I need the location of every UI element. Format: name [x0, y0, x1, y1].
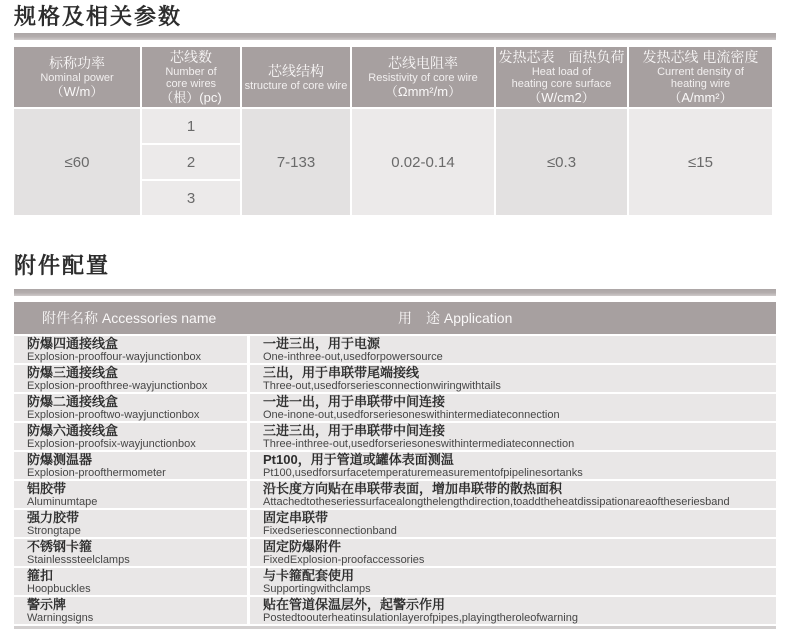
- accessory-app-zh: 一进一出，用于串联带中间连接: [263, 394, 446, 409]
- accessory-row-four-way-box: [14, 336, 776, 363]
- value-core-count-1: 1: [142, 109, 240, 143]
- col-header-core-count: [142, 47, 240, 107]
- accessory-name-zh: 警示牌: [27, 597, 67, 612]
- accessories-table-body: [14, 336, 776, 624]
- col-header-zh: 芯线结构: [268, 62, 324, 79]
- accessory-name-cell: [14, 481, 247, 508]
- accessory-row-two-way-box: [14, 394, 776, 421]
- spec-divider-bar: [14, 33, 776, 40]
- accessories-name-header: 附件名称 Accessories name: [42, 310, 217, 326]
- accessory-name-zh: 不锈钢卡箍: [27, 539, 93, 554]
- col-header-en: Nominal power: [40, 71, 114, 84]
- value-heat-load: ≤0.3: [496, 109, 627, 215]
- col-header-en: Current density of: [657, 65, 744, 78]
- accessory-row-three-way-box: [14, 365, 776, 392]
- spec-sheet-page: [0, 4, 790, 624]
- accessory-name-en: Hoopbuckles: [27, 583, 91, 595]
- accessory-name-zh: 箍扣: [27, 568, 54, 583]
- col-header-en: heating wire: [670, 77, 731, 90]
- col-header-unit: （W/cm2）: [528, 89, 595, 105]
- accessory-row-hoop-buckles: [14, 568, 776, 595]
- accessory-app-en: Pt100,usedforsurfacetemperaturemeasurementofpipelinesortanks: [263, 467, 583, 479]
- col-header-zh: 芯线数: [170, 48, 212, 65]
- value-core-count-2: 2: [142, 145, 240, 179]
- col-header-unit: （W/m）: [50, 83, 104, 99]
- accessory-row-six-way-box: [14, 423, 776, 450]
- accessory-name-en: Explosion-prooftwo-wayjunctionbox: [27, 409, 200, 421]
- accessory-application-cell: [250, 365, 776, 392]
- col-header-heat-load: [496, 47, 627, 107]
- accessory-name-en: Explosion-proofsix-wayjunctionbox: [27, 438, 196, 450]
- accessory-app-en: Attachedtotheseriessurfacealongthelengthdirection,toaddtheheatdissipationareaoftheseriesband: [263, 496, 730, 508]
- col-header-zh: 发热芯线 电流密度: [642, 48, 759, 65]
- accessory-name-en: Strongtape: [27, 525, 81, 537]
- col-header-unit: （Ωmm²/m）: [384, 83, 462, 99]
- accessory-name-zh: 强力胶带: [27, 510, 80, 525]
- accessories-divider-bar: [14, 289, 776, 296]
- accessories-table-header: [14, 302, 776, 334]
- value-core-count-3: 3: [142, 181, 240, 215]
- accessory-app-en: Three-inthree-out,usedforseriesoneswithintermediateconnection: [263, 438, 575, 450]
- accessory-app-zh: 固定串联带: [263, 510, 329, 525]
- accessory-app-en: Postedtoouterheatinsulationlayerofpipes,playingtheroleofwarning: [263, 612, 578, 624]
- value-core-structure: 7-133: [242, 109, 350, 215]
- col-header-current-density: [629, 47, 772, 107]
- accessory-app-en: Supportingwithclamps: [263, 583, 371, 595]
- accessory-name-en: Explosion-proofthree-wayjunctionbox: [27, 380, 208, 392]
- accessory-name-cell: [14, 365, 247, 392]
- accessory-app-en: Three-out,usedforseriesconnectionwiringwithtails: [263, 380, 501, 392]
- accessory-application-cell: [250, 423, 776, 450]
- value-resistivity: 0.02-0.14: [352, 109, 494, 215]
- accessory-name-zh: 防爆四通接线盒: [27, 336, 119, 351]
- col-header-en: Heat load of: [531, 65, 592, 78]
- accessory-name-cell: [14, 423, 247, 450]
- col-header-unit: （A/mm²）: [668, 89, 733, 105]
- accessory-row-thermometer: [14, 452, 776, 479]
- spec-section-title: 规格及相关参数: [14, 4, 183, 29]
- col-header-zh: 标称功率: [49, 54, 105, 71]
- accessory-name-cell: [14, 336, 247, 363]
- col-header-core-structure: [242, 47, 350, 107]
- col-header-unit: （根）(pc): [160, 89, 222, 105]
- accessory-name-cell: [14, 510, 247, 537]
- accessory-app-en: One-inone-out,usedforseriesoneswithintermediateconnection: [263, 409, 560, 421]
- spec-table: [12, 45, 774, 217]
- col-header-resistivity: [352, 47, 494, 107]
- accessory-name-en: Explosion-prooffour-wayjunctionbox: [27, 351, 202, 363]
- col-header-nominal-power: [14, 47, 140, 107]
- accessory-app-zh: 固定防爆附件: [263, 539, 342, 554]
- accessory-app-en: FixedExplosion-proofaccessories: [263, 554, 425, 566]
- accessory-name-en: Explosion-proofthermometer: [27, 467, 166, 479]
- accessory-application-cell: [250, 394, 776, 421]
- accessory-name-zh: 防爆测温器: [27, 452, 93, 467]
- col-header-en: Resistivity of core wire: [368, 71, 478, 84]
- accessory-name-cell: [14, 568, 247, 595]
- accessory-app-zh: 与卡箍配套使用: [263, 568, 355, 583]
- accessory-app-en: One-inthree-out,usedforpowersource: [263, 351, 443, 363]
- accessory-name-cell: [14, 539, 247, 566]
- accessory-row-aluminum-tape: [14, 481, 776, 508]
- accessory-name-zh: 防爆三通接线盒: [27, 365, 119, 380]
- accessory-application-cell: [250, 539, 776, 566]
- accessory-app-zh: 贴在管道保温层外，起警示作用: [263, 597, 446, 612]
- accessory-app-zh: Pt100，用于管道或罐体表面测温: [263, 452, 454, 467]
- accessory-application-cell: [250, 452, 776, 479]
- accessory-app-zh: 三出，用于串联带尾端接线: [263, 365, 420, 380]
- accessory-name-cell: [14, 452, 247, 479]
- accessory-row-strong-tape: [14, 510, 776, 537]
- col-header-en: core wires: [165, 77, 217, 90]
- accessory-name-zh: 铝胶带: [27, 481, 67, 496]
- col-header-en: heating core surface: [511, 77, 612, 90]
- accessory-name-cell: [14, 394, 247, 421]
- accessory-app-zh: 一进三出，用于电源: [263, 336, 381, 351]
- accessory-application-cell: [250, 510, 776, 537]
- accessory-app-zh: 沿长度方向贴在串联带表面，增加串联带的散热面积: [263, 481, 563, 496]
- accessory-app-en: Fixedseriesconnectionband: [263, 525, 397, 537]
- spec-data-row: [14, 109, 772, 143]
- col-header-en: structure of core wire: [244, 79, 348, 92]
- accessory-application-cell: [250, 481, 776, 508]
- accessory-name-en: Aluminumtape: [27, 496, 98, 508]
- col-header-zh: 发热芯表 面热负荷: [498, 48, 625, 65]
- value-current-density: ≤15: [629, 109, 772, 215]
- accessory-app-zh: 三进三出，用于串联带中间连接: [263, 423, 446, 438]
- accessory-name-zh: 防爆二通接线盒: [27, 394, 119, 409]
- accessory-application-cell: [250, 336, 776, 363]
- col-header-zh: 芯线电阻率: [388, 54, 458, 71]
- spec-header-row: [14, 47, 772, 107]
- accessory-row-steel-clamps: [14, 539, 776, 566]
- accessories-section-title: 附件配置: [14, 253, 111, 278]
- accessories-application-header: 用 途 Application: [398, 310, 513, 326]
- value-nominal-power: ≤60: [14, 109, 140, 215]
- accessory-name-zh: 防爆六通接线盒: [27, 423, 119, 438]
- accessory-application-cell: [250, 568, 776, 595]
- accessory-name-en: Stainlesssteelclamps: [27, 554, 130, 566]
- accessory-name-en: Warningsigns: [27, 612, 94, 624]
- col-header-en: Number of: [165, 65, 217, 78]
